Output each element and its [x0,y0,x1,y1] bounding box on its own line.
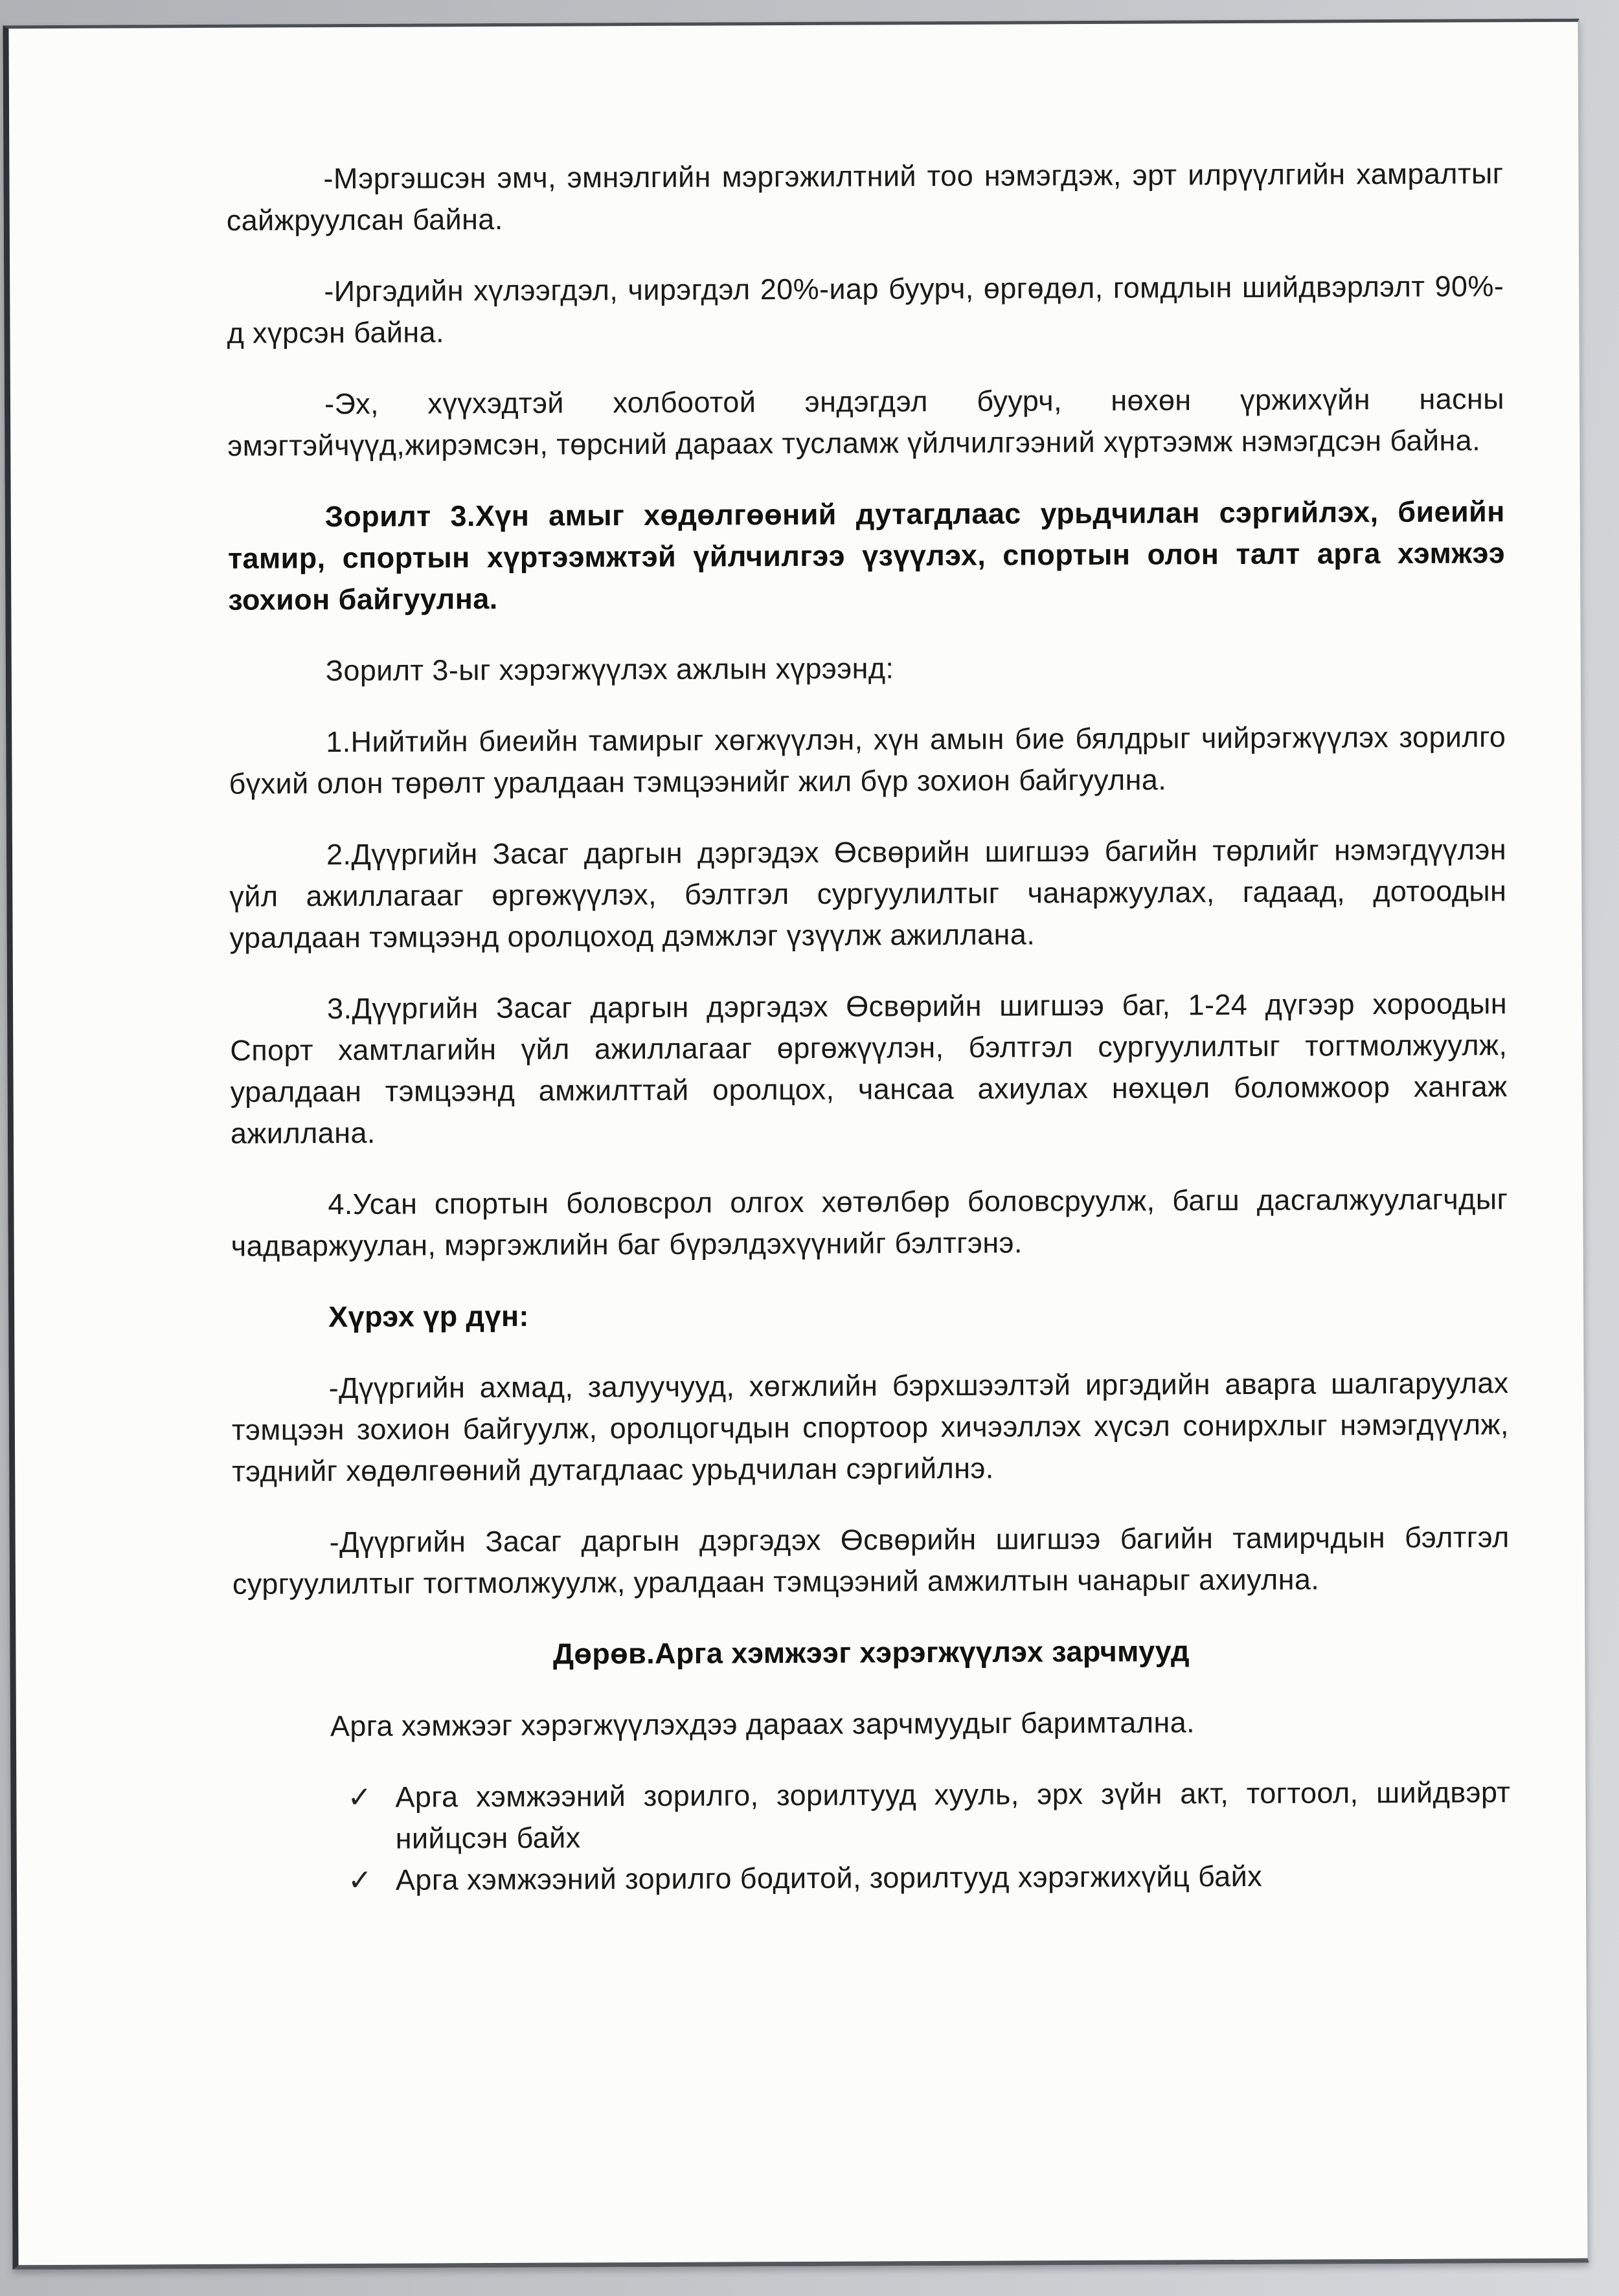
checklist-item-1 [233,1772,1511,1860]
paragraph-result-citizens: -Иргэдийн хүлээгдэл, чирэгдэл 20%-иар буурч, өргөдөл, гомдлын шийдвэрлэлт 90%-д хүрсэн байна. [227,269,1504,350]
paragraph-result-doctors: -Мэргэшсэн эмч, эмнэлгийн мэргэжилтний тоо нэмэгдэж, эрт илрүүлгийн хамралтыг сайжруулсан байна. [226,157,1504,237]
checklist-item-2-text: Арга хэмжээний зорилго бодитой, зорилтууд хэрэгжихүйц байх [395,1859,1263,1896]
section-four-heading: Дөрөв.Арга хэмжээг хэрэгжүүлэх зарчмууд [552,1634,1190,1671]
expected-result-2: -Дүүргийн Засаг даргын дэргэдэх Өсвөрийн шигшээ багийн тамирчдын бэлтгэл сургуулилтыг тогтмолжуулж, уралдаан тэмцээний амжилтын чанарыг ахиулна. [232,1520,1510,1601]
goal-3-item-3: 3.Дүүргийн Засаг даргын дэргэдэх Өсвөрийн шигшээ баг, 1-24 дүгээр хороодын Спорт хамтлагийн үйл ажиллагааг өргөжүүлэн, бэлтгэл сургуулилтыг тогтмолжуулж, уралдаан тэмцээнд амжилттай оролцох, чансаа ахиулах нөхцөл боломжоор хангаж ажиллана. [230,987,1508,1150]
scanned-page [3,19,1589,2270]
expected-result-1: -Дүүргийн ахмад, залуучууд, хөгжлийн бэрхшээлтэй иргэдийн аварга шалгаруулах тэмцээн зохион байгуулж, оролцогчдын спортоор хичээллэх хүсэл сонирхлыг нэмэгдүүлж, тэднийг хөдөлгөөний дутагдлаас урьдчилан сэргийлнэ. [231,1366,1510,1488]
checklist-item-1-text: Арга хэмжээний зорилго, зорилтууд хууль, эрх зүйн акт, тогтоол, шийдвэрт нийцсэн байх [395,1775,1511,1855]
document-body [226,153,1511,1902]
checkmark-icon: ✓ [347,1780,372,1814]
checklist-item-2 [234,1854,1511,1902]
goal-3-item-2: 2.Дүүргийн Засаг даргын дэргэдэх Өсвөрийн шигшээ багийн төрлийг нэмэгдүүлэн үйл ажиллагааг өргөжүүлэх, бэлтгэл сургуулилтыг чанаржуулах, гадаад, дотоодын уралдаан тэмцээнд оролцоход дэмжлэг үзүүлж ажиллана. [229,833,1507,954]
goal-3-scope-intro: Зорилт 3-ыг хэрэгжүүлэх ажлын хүрээнд: [325,651,894,688]
checkmark-icon: ✓ [347,1863,373,1897]
goal-3-heading: Зорилт 3.Хүн амыг хөдөлгөөний дутагдлаас урьдчилан сэргийлэх, биеийн тамир, спортын хүртээмжтэй үйлчилгээ үзүүлэх, спортын олон талт арга хэмжээ зохион байгуулна. [227,495,1506,616]
expected-results-heading: Хүрэх үр дүн: [328,1299,529,1334]
principles-intro: Арга хэмжээг хэрэгжүүлэхдээ дараах зарчмуудыг баримтална. [330,1705,1195,1743]
goal-3-item-4: 4.Усан спортын боловсрол олгох хөтөлбөр боловсруулж, багш дасгалжуулагчдыг чадваржуулан, мэргэжлийн баг бүрэлдэхүүнийг бэлтгэнэ. [231,1182,1508,1263]
goal-3-item-1: 1.Нийтийн биеийн тамирыг хөгжүүлэн, хүн амын бие бялдрыг чийрэгжүүлэх зорилго бүхий олон төрөлт уралдаан тэмцээнийг жил бүр зохион байгуулна. [229,720,1506,800]
paragraph-result-maternal: -Эх, хүүхэдтэй холбоотой эндэгдэл буурч, нөхөн үржихүйн насны эмэгтэйчүүд,жирэмсэн, төрсний дараах тусламж үйлчилгээний хүртээмж нэмэгдсэн байна. [227,382,1505,462]
